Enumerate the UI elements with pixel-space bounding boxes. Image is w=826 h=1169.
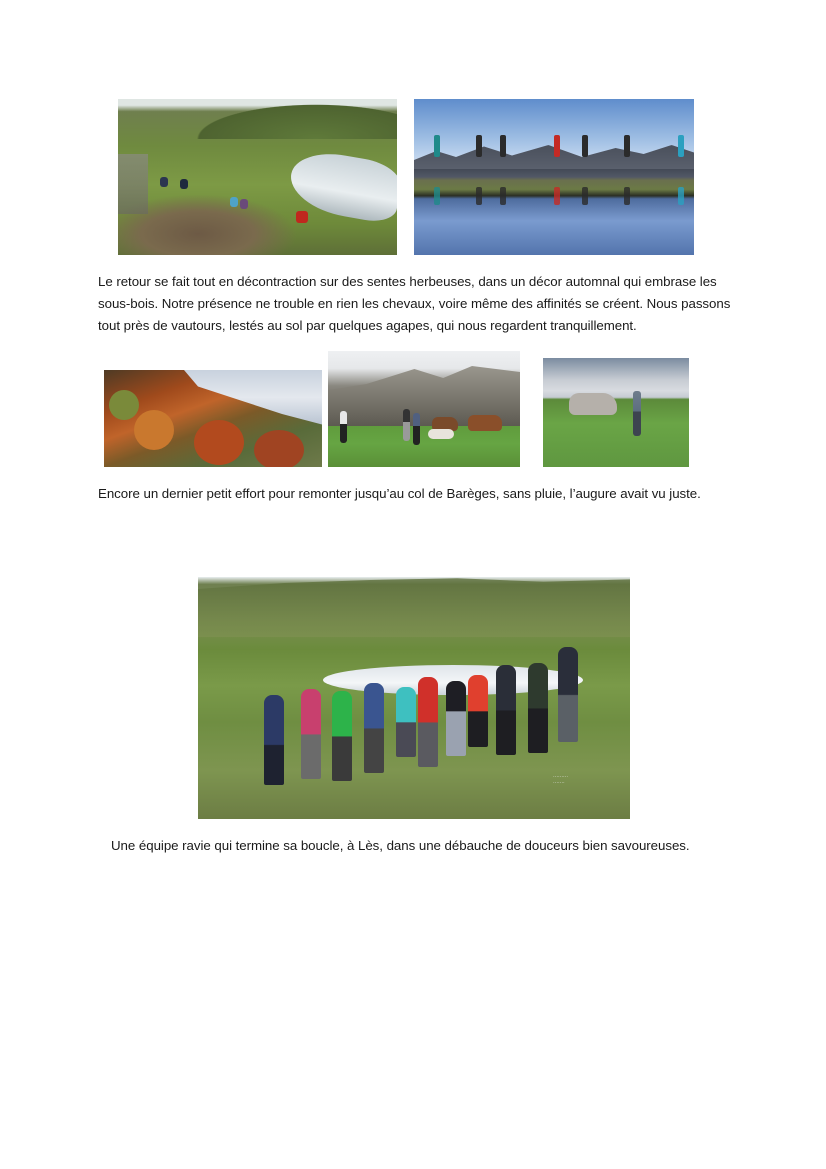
- photo-horse: [468, 415, 502, 431]
- photo-person: [418, 677, 438, 767]
- photo-hiker: [678, 135, 684, 157]
- photo-horse: [569, 393, 617, 415]
- paragraph-return: Le retour se fait tout en décontraction sur des sentes herbeuses, dans un décor automnal qui embrase les sous-bois. Notre présence ne trouble en rien les chevaux, voire même des affinités se créent. Nous passons tout près de vautours, lestés au sol par quelques agapes, qui nous regardent tranquillement.: [98, 274, 731, 333]
- photo-person: [403, 409, 410, 441]
- photo-person: [558, 647, 578, 742]
- photo-hiker: [554, 135, 560, 157]
- photo-group: [198, 577, 630, 819]
- photo-hiker: [624, 135, 630, 157]
- photo-reflection: [582, 187, 588, 205]
- photo-ridge: [198, 577, 630, 637]
- photo-person: [301, 689, 321, 779]
- photo-person: [364, 683, 384, 773]
- photo-watermark: ········· ·······: [553, 774, 568, 786]
- photo-person: [332, 691, 352, 781]
- paragraph-closing: Une équipe ravie qui termine sa boucle, à Lès, dans une débauche de douceurs bien savoureuses.: [111, 838, 690, 853]
- photo-reflection: [434, 187, 440, 205]
- photo-rocks: [118, 154, 148, 214]
- photo-person: [396, 687, 416, 757]
- photo-person: [160, 177, 168, 187]
- photo-person: [413, 413, 420, 445]
- photo-person: [230, 197, 238, 207]
- photo-sky: [184, 370, 322, 425]
- photo-person: [633, 391, 641, 436]
- photo-reflection: [624, 187, 630, 205]
- photo-hill: [178, 99, 397, 139]
- photo-hikers-with-horses: [328, 351, 520, 467]
- photo-reflection: [678, 187, 684, 205]
- photo-hiker: [476, 135, 482, 157]
- photo-reflection: [500, 187, 506, 205]
- photo-person: [264, 695, 284, 785]
- photo-tree: [134, 410, 174, 450]
- photo-person: [468, 675, 488, 747]
- photo-person: [528, 663, 548, 753]
- photo-person: [296, 211, 308, 223]
- photo-person: [340, 411, 347, 443]
- photo-hiker-with-grey-horse: [543, 358, 689, 467]
- photo-hikers-reflection: [414, 99, 694, 255]
- photo-person: [446, 681, 466, 756]
- photo-tree: [254, 430, 304, 467]
- photo-person: [180, 179, 188, 189]
- paragraph-col-bareges: Encore un dernier petit effort pour remonter jusqu’au col de Barèges, sans pluie, l’augure avait vu juste.: [98, 486, 701, 501]
- photo-reflection: [554, 187, 560, 205]
- photo-reflection: [476, 187, 482, 205]
- photo-person: [496, 665, 516, 755]
- photo-autumn-forest: [104, 370, 322, 467]
- photo-hiker: [434, 135, 440, 157]
- photo-person: [240, 199, 248, 209]
- photo-hikers-resting-by-lake: [118, 99, 397, 255]
- photo-hiker: [582, 135, 588, 157]
- photo-tree: [194, 420, 244, 465]
- photo-rock: [428, 429, 454, 439]
- photo-hiker: [500, 135, 506, 157]
- photo-tree: [109, 390, 139, 420]
